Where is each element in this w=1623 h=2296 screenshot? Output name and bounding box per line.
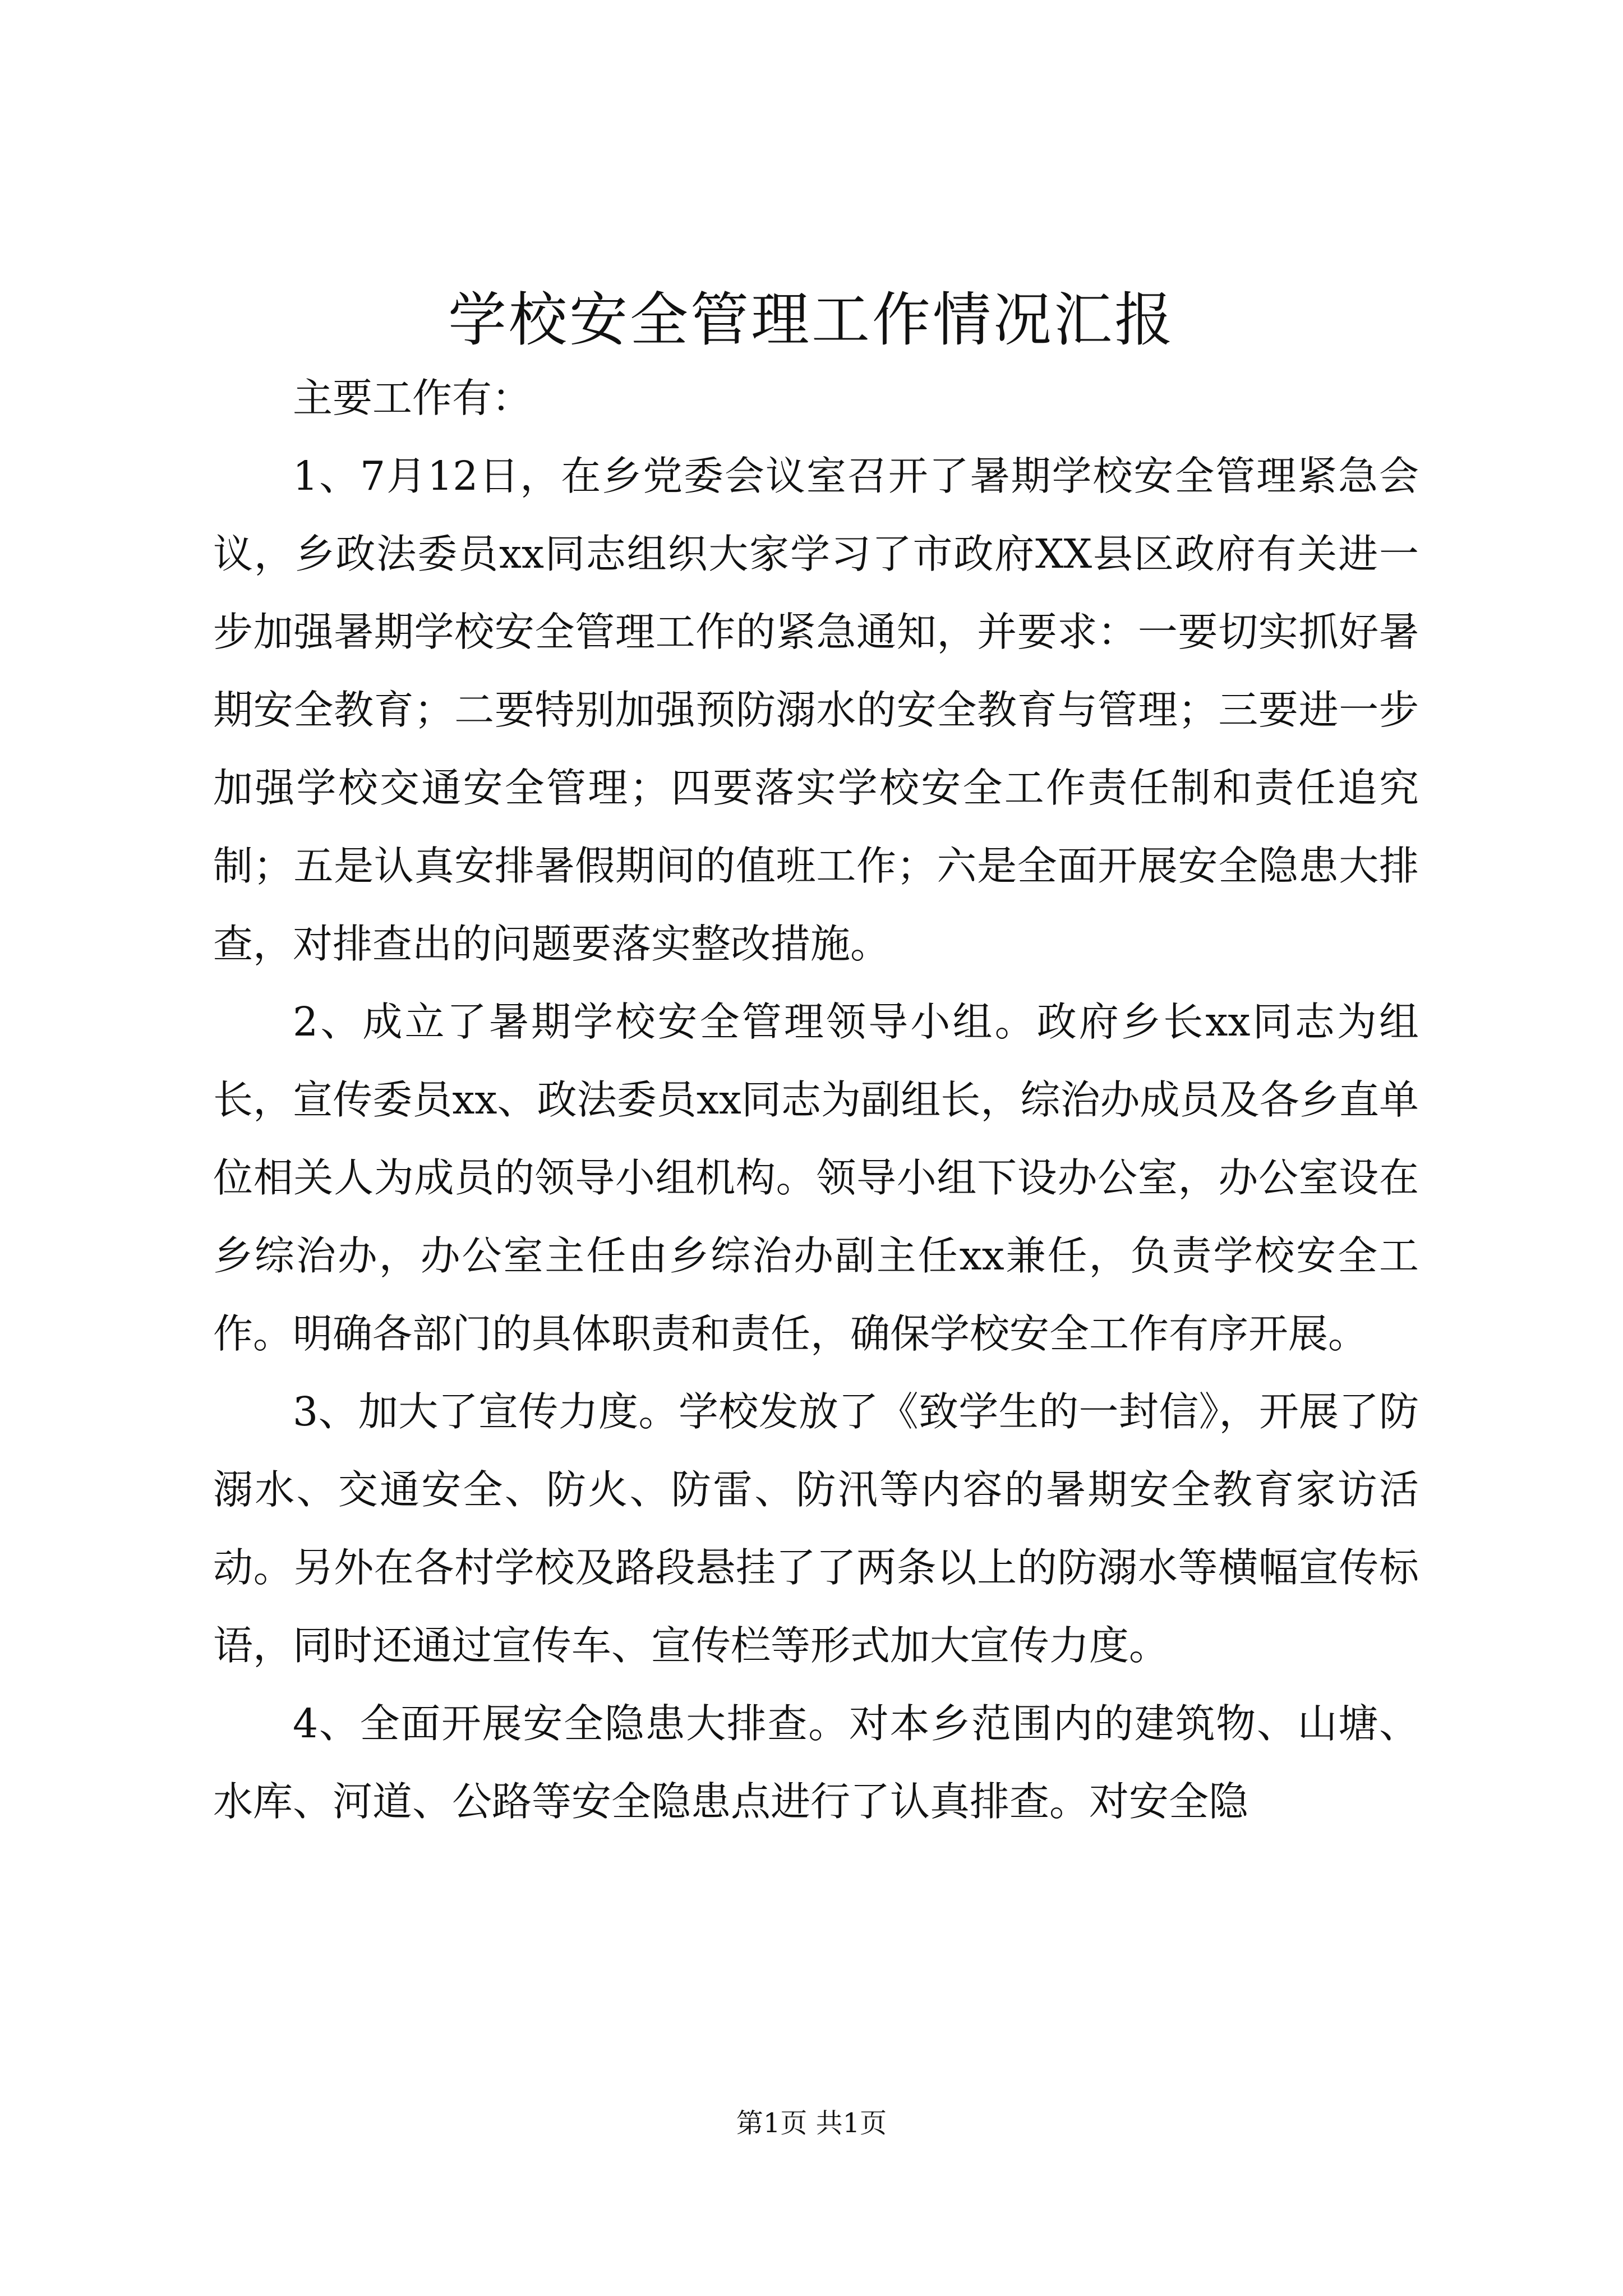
paragraph-intro: 主要工作有： [293, 375, 532, 421]
paragraph-3: 3、加大了宣传力度。学校发放了《致学生的一封信》，开展了防溺水、交通安全、防火、防雷、防汛等内容的暑期安全教育家访活动。另外在各村学校及路段悬挂了了两条以上的防溺水等横幅宣传标语，同时还通过宣传车、宣传栏等形式加大宣传力度。 [213, 1388, 1419, 1669]
paragraph-1: 1、7月12日，在乡党委会议室召开了暑期学校安全管理紧急会议，乡政法委员xx同志组织大家学习了市政府XX县区政府有关进一步加强暑期学校安全管理工作的紧急通知，并要求：一要切实抓好暑期安全教育；二要特别加强预防溺水的安全教育与管理；三要进一步加强学校交通安全管理；四要落实学校安全工作责任制和责任追究制；五是认真安排暑假期间的值班工作；六是全面开展安全隐患大排查，对排查出的问题要落实整改措施。 [213, 453, 1419, 967]
page-footer: 第1页 共1页 [736, 2108, 887, 2139]
paragraph-4: 4、全面开展安全隐患大排查。对本乡范围内的建筑物、山塘、水库、河道、公路等安全隐患点进行了认真排查。对安全隐 [213, 1700, 1419, 1825]
document-title: 学校安全管理工作情况汇报 [448, 286, 1175, 354]
document-body [213, 359, 1419, 1841]
paragraph-2: 2、成立了暑期学校安全管理领导小组。政府乡长xx同志为组长，宣传委员xx、政法委员xx同志为副组长，综治办成员及各乡直单位相关人为成员的领导小组机构。领导小组下设办公室，办公室设在乡综治办，办公室主任由乡综治办副主任xx兼任，负责学校安全工作。明确各部门的具体职责和责任，确保学校安全工作有序开展。 [213, 999, 1419, 1357]
